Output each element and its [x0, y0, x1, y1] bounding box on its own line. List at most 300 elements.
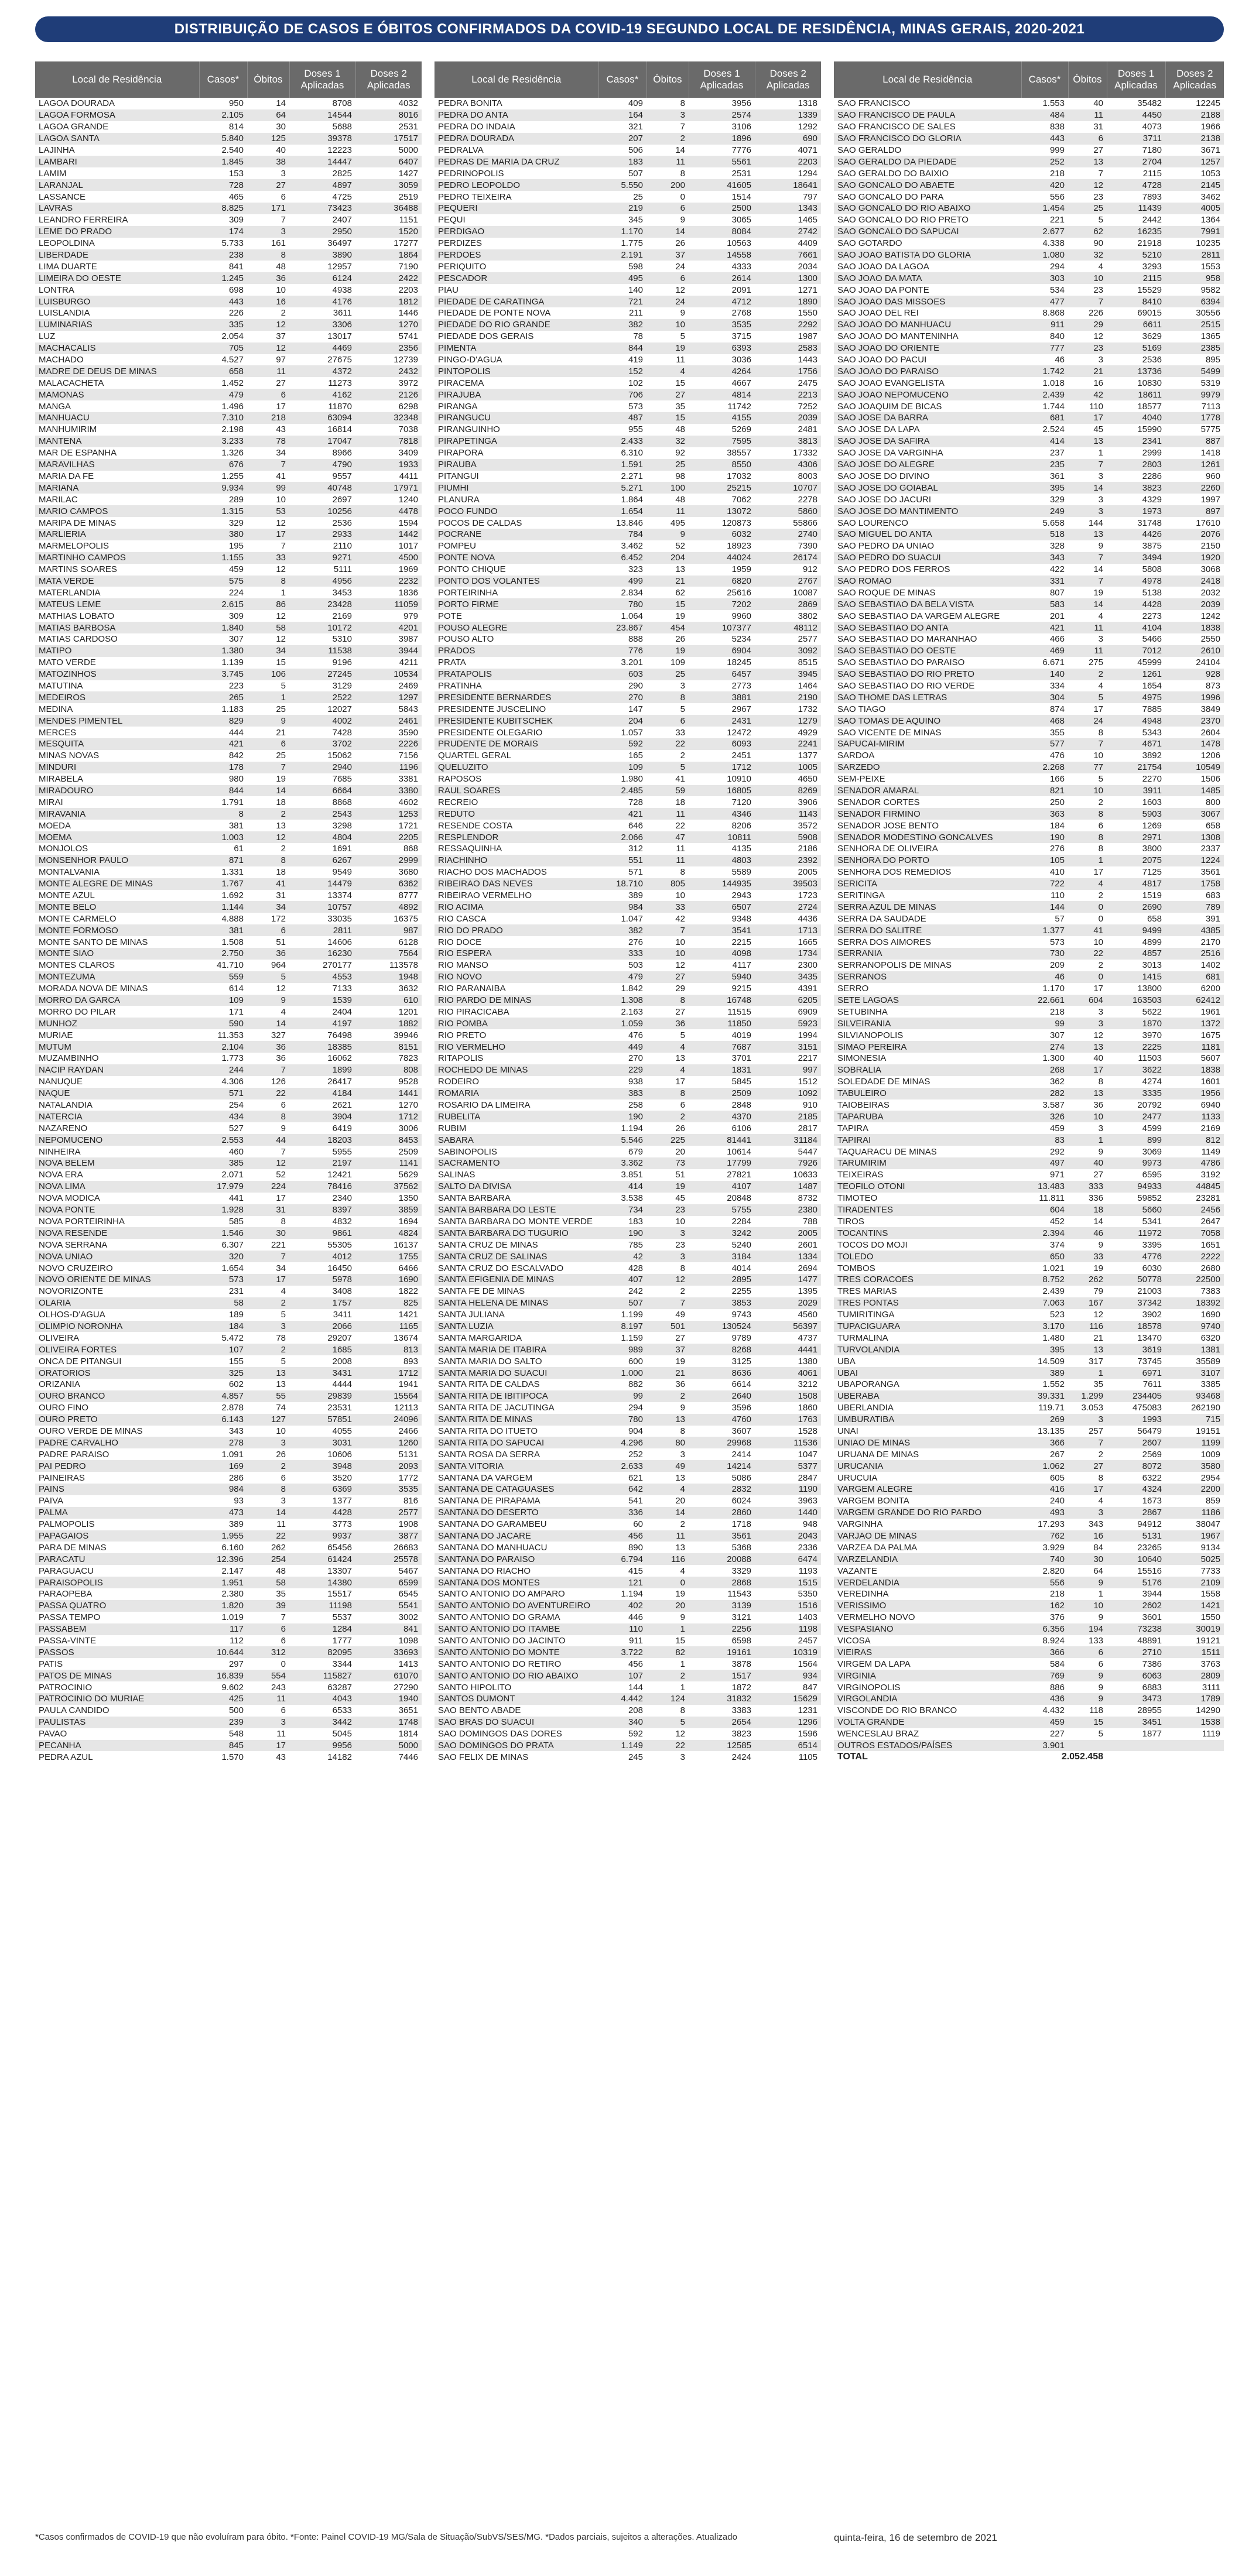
table-cell: 1.845	[199, 156, 247, 167]
table-cell: 16814	[289, 424, 355, 436]
table-cell: 2	[247, 843, 289, 855]
table-cell: 1009	[1165, 1448, 1224, 1460]
table-cell: 7	[1068, 576, 1107, 587]
table-cell: 2380	[755, 1204, 821, 1216]
table-cell: 10757	[289, 901, 355, 913]
table-cell: 7	[247, 540, 289, 552]
table-cell: 2531	[689, 167, 755, 179]
table-row	[435, 354, 821, 366]
municipality-name: RESSAQUINHA	[435, 843, 598, 855]
table-cell: 14606	[289, 936, 355, 948]
table-cell: 1186	[1165, 1507, 1224, 1519]
table-cell: 443	[199, 296, 247, 307]
table-cell: 1550	[755, 307, 821, 319]
table-cell: 507	[598, 167, 646, 179]
municipality-name: UBERLANDIA	[834, 1402, 1021, 1414]
municipality-name: VARGEM GRANDE DO RIO PARDO	[834, 1507, 1021, 1519]
table-cell: 73423	[289, 203, 355, 214]
table-cell: 5.546	[598, 1134, 646, 1146]
table-row	[834, 936, 1224, 948]
table-cell: 7120	[689, 796, 755, 808]
table-row	[435, 529, 821, 540]
table-cell: 1.820	[199, 1600, 247, 1612]
table-cell: 45999	[1107, 657, 1165, 669]
table-row	[435, 633, 821, 645]
table-cell: 4	[646, 1484, 689, 1495]
table-cell: 5	[646, 331, 689, 342]
table-cell: 10	[646, 890, 689, 902]
table-cell: 7733	[1165, 1565, 1224, 1577]
table-cell: 443	[1021, 133, 1068, 145]
table-cell: 3	[1068, 1507, 1107, 1519]
table-cell: 329	[1021, 494, 1068, 505]
table-cell: 26	[646, 238, 689, 249]
municipality-name: PEDRO LEOPOLDO	[435, 179, 598, 191]
municipality-name: RAPOSOS	[435, 773, 598, 785]
table-cell: 125	[247, 133, 289, 145]
table-cell: 11	[646, 855, 689, 866]
table-cell: 604	[1068, 995, 1107, 1006]
municipality-name: TOCOS DO MOJI	[834, 1239, 1021, 1251]
municipality-name: MARIO CAMPOS	[35, 505, 199, 517]
municipality-name: SAO JOAO BATISTA DO GLORIA	[834, 249, 1021, 261]
municipality-name: PITANGUI	[435, 471, 598, 482]
table-cell: 575	[199, 576, 247, 587]
table-cell: 2867	[1107, 1507, 1165, 1519]
municipality-name: NAZARENO	[35, 1122, 199, 1134]
municipality-name: RIBEIRAO DAS NEVES	[435, 878, 598, 890]
table-row	[834, 1600, 1224, 1612]
table-cell: 2604	[1165, 727, 1224, 738]
municipality-name: SANTANA DA VARGEM	[435, 1472, 598, 1484]
table-cell: 18	[646, 796, 689, 808]
table-cell: 2516	[1165, 948, 1224, 960]
table-cell: 4.338	[1021, 238, 1068, 249]
table-cell: 6	[1068, 1646, 1107, 1658]
table-cell: 15517	[289, 1588, 355, 1600]
municipality-name: PINTOPOLIS	[435, 365, 598, 377]
table-cell: 1675	[1165, 1029, 1224, 1041]
table-cell: 9	[646, 1402, 689, 1414]
table-cell: 4061	[755, 1367, 821, 1379]
table-cell: 7125	[1107, 866, 1165, 878]
table-cell: 262190	[1165, 1402, 1224, 1414]
table-row	[834, 1157, 1224, 1169]
table-cell: 3462	[1165, 191, 1224, 203]
table-cell: 92	[646, 447, 689, 459]
table-cell: 4324	[1107, 1484, 1165, 1495]
table-row	[435, 924, 821, 936]
table-cell: 8	[646, 98, 689, 109]
table-cell: 6419	[289, 1122, 355, 1134]
table-cell: 2536	[1107, 354, 1165, 366]
table-cell: 1814	[355, 1728, 422, 1740]
table-cell: 1.183	[199, 703, 247, 715]
table-cell: 166	[1021, 773, 1068, 785]
table-cell: 27	[1068, 1460, 1107, 1472]
municipality-name: PRESIDENTE OLEGARIO	[435, 727, 598, 738]
table-cell: 31	[247, 1204, 289, 1216]
table-cell: 20088	[689, 1553, 755, 1565]
table-cell: 25	[598, 191, 646, 203]
table-cell: 4	[247, 1286, 289, 1297]
municipality-name: NOVA RESENDE	[35, 1227, 199, 1239]
table-cell: 477	[1021, 296, 1068, 307]
table-cell: 5775	[1165, 424, 1224, 436]
municipality-name: VARGINHA	[834, 1519, 1021, 1530]
table-row	[834, 1286, 1224, 1297]
table-cell: 307	[1021, 1029, 1068, 1041]
table-cell: 3535	[355, 1484, 422, 1495]
municipality-name: RESENDE COSTA	[435, 820, 598, 831]
table-cell: 24	[646, 296, 689, 307]
table-cell: 1279	[755, 715, 821, 727]
municipality-name: MENDES PIMENTEL	[35, 715, 199, 727]
table-cell: 42	[1068, 389, 1107, 400]
table-cell: 4264	[689, 365, 755, 377]
municipality-name: MARTINS SOARES	[35, 564, 199, 576]
table-cell: 9582	[1165, 284, 1224, 296]
municipality-name: SAO GONCALO DO ABAETE	[834, 179, 1021, 191]
municipality-name: SANTO ANTONIO DO MONTE	[435, 1646, 598, 1658]
table-cell: 5350	[755, 1588, 821, 1600]
table-cell: 805	[646, 878, 689, 890]
table-cell: 2170	[1165, 936, 1224, 948]
table-cell: 1.245	[199, 272, 247, 284]
table-cell: 6	[247, 389, 289, 400]
table-cell: 36	[247, 948, 289, 960]
table-cell: 1.842	[598, 983, 646, 995]
table-cell: 2075	[1107, 855, 1165, 866]
municipality-name: MORRO DA GARCA	[35, 995, 199, 1006]
municipality-name: QUARTEL GERAL	[435, 750, 598, 762]
table-cell: 24	[1068, 715, 1107, 727]
table-cell: 10	[1068, 1600, 1107, 1612]
table-cell: 97	[247, 354, 289, 366]
table-cell: 459	[1021, 1122, 1068, 1134]
table-cell: 118	[1068, 1705, 1107, 1717]
table-cell: 12739	[355, 354, 422, 366]
table-cell: 523	[1021, 1309, 1068, 1321]
table-cell: 15	[646, 412, 689, 424]
table-cell: 2610	[1165, 645, 1224, 657]
table-row	[35, 1600, 422, 1612]
table-cell: 12	[1068, 179, 1107, 191]
table-cell: 5978	[289, 1274, 355, 1286]
table-cell: 4372	[289, 365, 355, 377]
table-row	[834, 1646, 1224, 1658]
table-cell: 789	[1165, 901, 1224, 913]
table-cell: 2442	[1107, 214, 1165, 226]
table-row	[834, 1390, 1224, 1402]
municipality-name: SOBRALIA	[834, 1064, 1021, 1076]
table-cell: 1.654	[598, 505, 646, 517]
table-cell: 17	[1068, 983, 1107, 995]
table-cell: 548	[199, 1728, 247, 1740]
table-cell: 2601	[755, 1239, 821, 1251]
municipality-name: SENADOR AMARAL	[834, 785, 1021, 797]
table-row	[834, 715, 1224, 727]
table-cell: 4560	[755, 1309, 821, 1321]
table-cell: 1.980	[598, 773, 646, 785]
table-cell: 825	[355, 1297, 422, 1309]
municipality-name: SANTO HIPOLITO	[435, 1681, 598, 1693]
table-cell: 6940	[1165, 1099, 1224, 1111]
table-cell: 11543	[689, 1588, 755, 1600]
table-cell: 9789	[689, 1332, 755, 1344]
column-header: Local de Residência	[834, 61, 1021, 98]
table-cell: 2	[646, 1670, 689, 1681]
table-cell: 1966	[1165, 121, 1224, 133]
table-cell: 1257	[1165, 156, 1224, 167]
table-cell: 14290	[1165, 1705, 1224, 1717]
table-cell: 414	[1021, 436, 1068, 447]
table-cell: 2392	[755, 855, 821, 866]
municipality-name: OURO FINO	[35, 1402, 199, 1414]
municipality-name: SAO THOME DAS LETRAS	[834, 691, 1021, 703]
table-cell: 11	[1068, 645, 1107, 657]
table-cell: 2640	[689, 1390, 755, 1402]
table-row	[435, 1740, 821, 1752]
table-cell: 1860	[755, 1402, 821, 1414]
table-cell: 2740	[755, 529, 821, 540]
table-row	[435, 1751, 821, 1763]
table-cell: 1.955	[199, 1530, 247, 1542]
table-cell: 1.331	[199, 866, 247, 878]
table-cell: 1465	[755, 214, 821, 226]
table-cell: 2536	[289, 517, 355, 529]
table-cell: 11	[646, 505, 689, 517]
table-cell: 1364	[1165, 214, 1224, 226]
table-cell: 12	[247, 517, 289, 529]
table-cell: 32348	[355, 412, 422, 424]
municipality-name: MUZAMBINHO	[35, 1053, 199, 1064]
table-cell: 10	[1068, 936, 1107, 948]
table-cell: 110	[598, 1623, 646, 1635]
table-cell: 1421	[1165, 1600, 1224, 1612]
table-cell: 1933	[355, 459, 422, 471]
table-cell: 1789	[1165, 1693, 1224, 1705]
table-row	[834, 296, 1224, 307]
table-cell: 1365	[1165, 331, 1224, 342]
table-cell: 1969	[355, 564, 422, 576]
table-cell: 5908	[755, 831, 821, 843]
municipality-name: PATIS	[35, 1658, 199, 1670]
table-row	[435, 878, 821, 890]
table-row	[35, 412, 422, 424]
municipality-name: POCOS DE CALDAS	[435, 517, 598, 529]
table-row	[35, 855, 422, 866]
table-cell: 169	[199, 1460, 247, 1472]
table-cell: 17	[247, 529, 289, 540]
table-cell: 14558	[689, 249, 755, 261]
table-cell: 1.380	[199, 645, 247, 657]
table-cell: 243	[247, 1681, 289, 1693]
table-cell: 18245	[689, 657, 755, 669]
table-cell: 6	[247, 1705, 289, 1717]
table-cell: 904	[598, 1426, 646, 1437]
municipality-name: LAGOA GRANDE	[35, 121, 199, 133]
table-cell: 2	[247, 307, 289, 319]
municipality-name: SAO SEBASTIAO DO PARAISO	[834, 657, 1021, 669]
table-cell: 2950	[289, 226, 355, 238]
table-cell: 8	[199, 808, 247, 820]
table-cell: 3	[1068, 1018, 1107, 1029]
table-row	[35, 1460, 422, 1472]
update-date: quinta-feira, 16 de setembro de 2021	[834, 2532, 997, 2543]
table-cell: 267	[1021, 1448, 1068, 1460]
table-cell: 2690	[1107, 901, 1165, 913]
table-cell: 4	[1068, 680, 1107, 692]
municipality-name: PIEDADE DE PONTE NOVA	[435, 307, 598, 319]
table-cell: 3541	[689, 924, 755, 936]
table-cell: 11	[1068, 622, 1107, 633]
table-row	[435, 1565, 821, 1577]
table-cell: 41	[1068, 924, 1107, 936]
table-cell: 950	[199, 98, 247, 109]
municipality-name: PEQUERI	[435, 203, 598, 214]
table-cell: 209	[1021, 960, 1068, 971]
table-row	[435, 1076, 821, 1088]
table-row	[834, 1553, 1224, 1565]
table-cell: 583	[1021, 598, 1068, 610]
table-cell: 25	[1068, 203, 1107, 214]
table-cell: 4	[646, 1041, 689, 1053]
table-cell: 1685	[289, 1344, 355, 1355]
table-row	[35, 808, 422, 820]
table-cell: 1997	[1165, 494, 1224, 505]
table-cell: 6063	[1107, 1670, 1165, 1681]
table-cell: 10	[247, 1426, 289, 1437]
municipality-name: TOMBOS	[834, 1262, 1021, 1274]
table-cell: 65456	[289, 1542, 355, 1553]
table-row	[834, 1227, 1224, 1239]
table-cell: 58	[247, 1577, 289, 1588]
table-cell: 1381	[1165, 1344, 1224, 1355]
table-row	[834, 447, 1224, 459]
table-cell: 18611	[1107, 389, 1165, 400]
table-cell: 107	[199, 1344, 247, 1355]
table-cell: 3763	[1165, 1658, 1224, 1670]
table-cell: 4426	[1107, 529, 1165, 540]
table-cell: 1723	[755, 890, 821, 902]
table-cell: 14182	[289, 1751, 355, 1763]
municipality-name: MUNHOZ	[35, 1018, 199, 1029]
municipality-name: MATEUS LEME	[35, 598, 199, 610]
table-cell: 2621	[289, 1099, 355, 1111]
table-cell: 100	[646, 482, 689, 494]
table-cell: 22	[1068, 948, 1107, 960]
table-cell: 1.570	[199, 1751, 247, 1763]
municipality-name: SAO GOTARDO	[834, 238, 1021, 249]
table-cell: 721	[598, 296, 646, 307]
municipality-name: MAMONAS	[35, 389, 199, 400]
table-cell: 13	[1068, 1088, 1107, 1099]
table-cell: 336	[598, 1507, 646, 1519]
table-cell: 1994	[755, 1029, 821, 1041]
table-cell: 382	[598, 924, 646, 936]
table-cell: 6	[247, 1623, 289, 1635]
table-cell: 14	[646, 1507, 689, 1519]
municipality-name: PARACATU	[35, 1553, 199, 1565]
municipality-name: PEDRO TEIXEIRA	[435, 191, 598, 203]
table-cell: 17	[1068, 866, 1107, 878]
table-row	[834, 924, 1224, 936]
table-cell: 78	[247, 1332, 289, 1344]
table-row	[834, 913, 1224, 924]
table-row	[35, 98, 422, 109]
table-cell: 12	[247, 831, 289, 843]
table-row	[834, 1088, 1224, 1099]
table-cell: 6971	[1107, 1367, 1165, 1379]
table-cell: 78	[598, 331, 646, 342]
table-cell: 32	[1068, 249, 1107, 261]
table-cell: 19	[646, 1181, 689, 1193]
table-cell: 4385	[1165, 924, 1224, 936]
table-cell: 183	[598, 1216, 646, 1228]
table-cell: 245	[598, 1751, 646, 1763]
table-row	[834, 1588, 1224, 1600]
table-cell: 235	[1021, 459, 1068, 471]
table-cell: 17	[1068, 1064, 1107, 1076]
municipality-name: PRESIDENTE BERNARDES	[435, 691, 598, 703]
municipality-name: SAO JOAO NEPOMUCENO	[834, 389, 1021, 400]
table-cell: 1594	[355, 517, 422, 529]
table-row	[834, 691, 1224, 703]
table-row	[834, 1426, 1224, 1437]
table-cell: 1.454	[1021, 203, 1068, 214]
total-label: TOTAL	[834, 1751, 1021, 1763]
table-cell: 15	[1068, 1717, 1107, 1728]
table-cell: 1732	[755, 703, 821, 715]
municipality-name: SANTA RITA DE IBITIPOCA	[435, 1390, 598, 1402]
table-row	[35, 1181, 422, 1193]
table-row	[35, 1064, 422, 1076]
municipality-name: SABARA	[435, 1134, 598, 1146]
table-row	[35, 226, 422, 238]
table-cell: 2.439	[1021, 389, 1068, 400]
table-cell: 1151	[355, 214, 422, 226]
table-cell: 25215	[689, 482, 755, 494]
table-cell: 7180	[1107, 145, 1165, 156]
table-cell: 4832	[289, 1216, 355, 1228]
table-cell: 7190	[355, 261, 422, 272]
table-cell: 171	[247, 203, 289, 214]
table-row	[435, 412, 821, 424]
municipality-name: RESPLENDOR	[435, 831, 598, 843]
table-cell: 987	[355, 924, 422, 936]
table-cell: 4737	[755, 1332, 821, 1344]
table-cell: 2	[1068, 1448, 1107, 1460]
table-row	[35, 1588, 422, 1600]
table-cell: 14	[247, 785, 289, 797]
table-row	[35, 505, 422, 517]
table-row	[834, 1519, 1224, 1530]
table-cell: 873	[1165, 680, 1224, 692]
municipality-name: VARGEM BONITA	[834, 1495, 1021, 1507]
table-cell: 3092	[755, 645, 821, 657]
table-cell: 107	[598, 1670, 646, 1681]
table-cell: 3	[1068, 633, 1107, 645]
table-row	[35, 1321, 422, 1332]
column-header: Casos*	[1021, 61, 1068, 98]
table-cell: 4040	[1107, 412, 1165, 424]
table-cell: 331	[1021, 576, 1068, 587]
table-cell: 1231	[755, 1705, 821, 1717]
table-cell: 107377	[689, 622, 755, 633]
table-row	[834, 1565, 1224, 1577]
table-cell: 3306	[289, 319, 355, 331]
